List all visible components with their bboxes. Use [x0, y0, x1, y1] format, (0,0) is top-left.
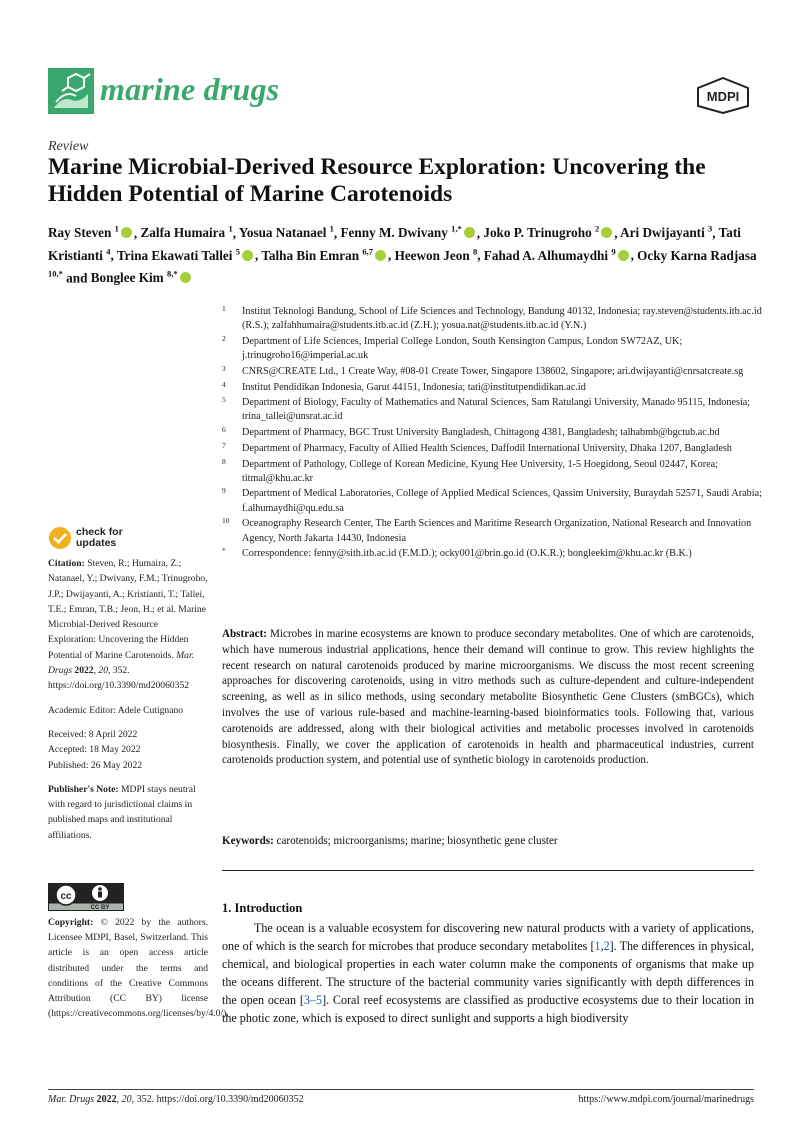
check-for-updates-icon — [48, 526, 72, 550]
affiliation-number: 5 — [222, 395, 226, 405]
affiliation-text: Department of Medical Laboratories, College of Applied Medical Sciences, Qassim University, Buraydah 52571, Saudi Arabia; f.alhumaydhi@qu.edu.sa — [242, 488, 762, 514]
affiliation-text: Department of Biology, Faculty of Mathematics and Natural Sciences, Sam Ratulangi University, Manado 95115, Indonesia; trina_tallei@unsrat.ac.id — [242, 397, 751, 423]
footer-citation: Mar. Drugs 2022, 20, 352. https://doi.org/10.3390/md20060352 — [48, 1094, 304, 1105]
keywords-label: Keywords: — [222, 835, 274, 847]
author-affiliation-mark: 1 — [329, 224, 334, 234]
check-for-updates-badge[interactable] — [48, 526, 128, 552]
affiliation-item — [222, 547, 762, 561]
affiliation-number: 6 — [222, 425, 226, 435]
affiliation-number: 10 — [222, 516, 230, 526]
section-divider — [222, 870, 754, 871]
citation: Citation: Steven, R.; Humaira, Z.; Natanael, Y.; Dwivany, F.M.; Trinugroho, J.P.; Dwijayanti, A.; Kristianti, T.; Tallei, T.E.; Emran, T.B.; Jeon, H.; et al. Marine Microbial-Derived Resource Exploration: Uncovering the Hidden Potential of Marine Carotenoids. Mar. Drugs 2022, 20, 352. https://doi.org/10.3390/md20060352 — [48, 558, 208, 692]
mdpi-logo-icon — [694, 76, 752, 114]
affiliation-number: 9 — [222, 486, 226, 496]
author-affiliation-mark: 2 — [595, 224, 600, 234]
author-name: Ari Dwijayanti $^3$ — [620, 224, 713, 241]
author-name: Bonglee Kim $^{8,*}$ — [90, 268, 178, 286]
orcid-icon[interactable] — [464, 227, 475, 238]
affiliation-item — [222, 458, 762, 486]
affiliation-text: Correspondence: fenny@sith.itb.ac.id (F.M.D.); ocky001@brin.go.id (O.K.R.); bongleekim@khu.ac.kr (B.K.) — [242, 548, 692, 560]
affiliation-item — [222, 381, 762, 395]
author-name: Zalfa Humaira $^1$ — [140, 224, 233, 241]
author-affiliation-mark: 10,* — [48, 268, 63, 279]
keywords — [222, 834, 754, 850]
affiliation-item — [222, 426, 762, 440]
author-affiliation-mark: 9 — [611, 246, 616, 257]
abstract-label: Abstract: — [222, 628, 267, 640]
copyright-notice: Copyright: © 2022 by the authors. Licensee MDPI, Basel, Switzerland. This article is an open access article distributed under the terms and conditions of the Creative Commons Attribution (CC BY) license (https://creativecommons.org/licenses/by/4.0/). — [48, 917, 229, 1020]
affiliation-number: 3 — [222, 363, 226, 373]
author-affiliation-mark: 1,* — [451, 224, 462, 234]
author-affiliation-mark: 5 — [235, 246, 240, 257]
author-affiliation-mark: 1 — [228, 224, 233, 234]
affiliation-number: 8 — [222, 456, 226, 466]
orcid-icon[interactable] — [121, 227, 132, 238]
abstract — [222, 627, 754, 769]
affiliation-text: Department of Pharmacy, Faculty of Allied Health Sciences, Daffodil International University, Dhaka 1207, Bangladesh — [242, 442, 732, 454]
affiliation-item — [222, 442, 762, 456]
affiliation-item — [222, 365, 762, 379]
affiliation-text: Department of Pharmacy, BGC Trust University Bangladesh, Chittagong 4381, Bangladesh; talhabmb@bgctub.ac.bd — [242, 427, 720, 439]
affiliation-list — [222, 305, 762, 563]
footer-journal-url[interactable]: https://www.mdpi.com/journal/marinedrugs — [578, 1094, 754, 1105]
orcid-icon[interactable] — [242, 250, 253, 261]
journal-name: marine drugs — [100, 71, 280, 107]
mdpi-logo-text: MDPI — [706, 89, 740, 104]
orcid-icon[interactable] — [601, 227, 612, 238]
article-type: Review — [48, 139, 89, 154]
affiliation-item — [222, 517, 762, 545]
citation-link[interactable]: 1 — [594, 938, 601, 953]
footer-divider — [48, 1089, 754, 1090]
affiliation-number: 4 — [222, 379, 226, 389]
affiliation-number: 2 — [222, 333, 226, 343]
author-name: Ocky Karna Radjasa $^{10,*}$ — [48, 247, 757, 279]
keywords-text: carotenoids; microorganisms; marine; biosynthetic gene cluster — [276, 835, 558, 847]
affiliation-text: Institut Teknologi Bandung, School of Life Sciences and Technology, Bandung 40132, Indonesia; ray.steven@students.itb.ac.id (R.S.); zalfahhumaira@students.itb.ac.id (Z.H.); yosua.nat@students.itb.ac.id (Y.N.) — [242, 306, 762, 332]
affiliation-item — [222, 305, 762, 333]
article-title: Marine Microbial-Derived Resource Exploration: Uncovering the Hidden Potential of Marine Carotenoids — [48, 154, 706, 207]
author-name: Yosua Natanael $^1$ — [238, 224, 334, 241]
author-affiliation-mark: 3 — [708, 224, 713, 234]
author-name: Joko P. Trinugroho $^2$ — [483, 224, 600, 241]
affiliation-item — [222, 335, 762, 363]
published-date: Published: 26 May 2022 — [48, 759, 143, 771]
svg-text:cc: cc — [60, 891, 72, 902]
accepted-date: Accepted: 18 May 2022 — [48, 744, 141, 756]
orcid-icon[interactable] — [375, 250, 386, 261]
citation-link[interactable]: 3 — [303, 992, 310, 1007]
license-badge-text: CC BY — [90, 905, 110, 911]
section-heading-introduction: 1. Introduction — [222, 901, 303, 915]
affiliation-item — [222, 487, 762, 515]
affiliation-number: * — [222, 546, 226, 556]
cc-by-license-icon[interactable] — [48, 883, 124, 911]
author-name: Talha Bin Emran $^{6,7}$ — [261, 246, 373, 263]
author-name: Tati Kristianti $^4$ — [48, 225, 741, 263]
abstract-text: Microbes in marine ecosystems are known to produce secondary metabolites. One of which are carotenoids, which have numerous industrial applications, hence their demand will continue to grow. This review highlights the recent research on natural carotenoids produced by marine microorganisms. We discuss the most recent screening approaches for discovering carotenoids, using in vitro methods such as culture-dependent and culture-independent screening, as well as in silico methods, using secondary metabolite Biosynthetic Gene Clusters (smBGCs), which involves the use of various rule-based and machine-learning-based bioinformatics tools. Following that, various carotenoids are addressed, along with their biological activities and metabolic processes involved in carotenoids biosynthesis. Finally, we cover the application of carotenoids in health and pharmaceutical industries, current carotenoids production system, and potential use of synthetic biology in carotenoids production. — [222, 628, 754, 767]
affiliation-text: Institut Pendidikan Indonesia, Garut 44151, Indonesia; tati@institutpendidikan.ac.id — [242, 381, 586, 393]
affiliation-text: Department of Life Sciences, Imperial College London, South Kensington Campus, London SW72AZ, UK; j.trinugroho16@imperial.ac.uk — [242, 335, 683, 362]
author-list: Ray Steven $^1$ , Zalfa Humaira $^1$, Yosua Natanael $^1$, Fenny M. Dwivany $^{1,*}$ , Joko P. Trinugroho $^2$ , Ari Dwijayanti $^3$, Tati Kristianti $^4$, Trina Ekawati Tallei $^5$ , Talha Bin Emran $^{6,7}$ , Heewon Jeon $^8$, Fahad A. Alhumaydhi $^9$ , Ocky Karna Radjasa $^{10,*}$ and Bonglee Kim $^{8,*}$ — [48, 224, 757, 286]
orcid-icon[interactable] — [618, 250, 629, 261]
author-affiliation-mark: 6,7 — [362, 246, 373, 257]
author-affiliation-mark: 8 — [472, 246, 478, 257]
publisher-note: Publisher's Note: MDPI stays neutral with regard to jurisdictional claims in published maps and institutional affiliations. — [48, 783, 196, 841]
author-name: Ray Steven $^1$ — [48, 224, 119, 241]
author-name: Fahad A. Alhumaydhi $^9$ — [483, 246, 616, 263]
affiliation-text: Department of Pathology, College of Korean Medicine, Kyung Hee University, 1-5 Hoegidong, Seoul 02447, Korea; titmal@khu.ac.kr — [242, 458, 718, 484]
author-affiliation-mark: 1 — [114, 224, 119, 234]
marine-drugs-logo-icon — [48, 68, 94, 114]
introduction-paragraph: The ocean is a valuable ecosystem for discovering new natural products with a variety of applications, one of which is the search for microbes that produce secondary metabolites [1,2]. The differences in physical, chemical, and biological properties in each water column make the components of organisms that make up the oceans different. The structure of the bacterial community varies significantly with depth differences in the open ocean [3–5]. Coral reef ecosystems are classified as productive ecosystems due to their location in the photic zone, which is exposed to direct sunlight and supports a high biodiversity — [222, 921, 754, 1025]
sidebar — [48, 556, 208, 852]
author-name: Fenny M. Dwivany $^{1,*}$ — [340, 224, 462, 241]
affiliation-item — [222, 396, 762, 424]
check-for-updates-label: check for updates — [76, 526, 123, 549]
author-affiliation-mark: 4 — [106, 246, 111, 257]
author-name: Heewon Jeon $^8$ — [394, 246, 478, 263]
affiliation-number: 7 — [222, 440, 226, 450]
affiliation-number: 1 — [222, 304, 226, 313]
orcid-icon[interactable] — [180, 272, 191, 283]
author-affiliation-mark: 8,* — [166, 268, 178, 279]
author-name: Trina Ekawati Tallei $^5$ — [116, 246, 240, 263]
academic-editor: Academic Editor: Adele Cutignano — [48, 704, 184, 716]
affiliation-text: CNRS@CREATE Ltd., 1 Create Way, #08-01 Create Tower, Singapore 138602, Singapore; ari.dwijayanti@cnrsatcreate.sg — [242, 365, 744, 377]
received-date: Received: 8 April 2022 — [48, 728, 138, 740]
citation-link[interactable]: 2 — [603, 938, 610, 953]
affiliation-text: Oceanography Research Center, The Earth Sciences and Maritime Research Organization, National Research and Innovation Agency, North Jakarta 14430, Indonesia — [242, 518, 752, 544]
citation-link[interactable]: 5 — [316, 992, 323, 1007]
